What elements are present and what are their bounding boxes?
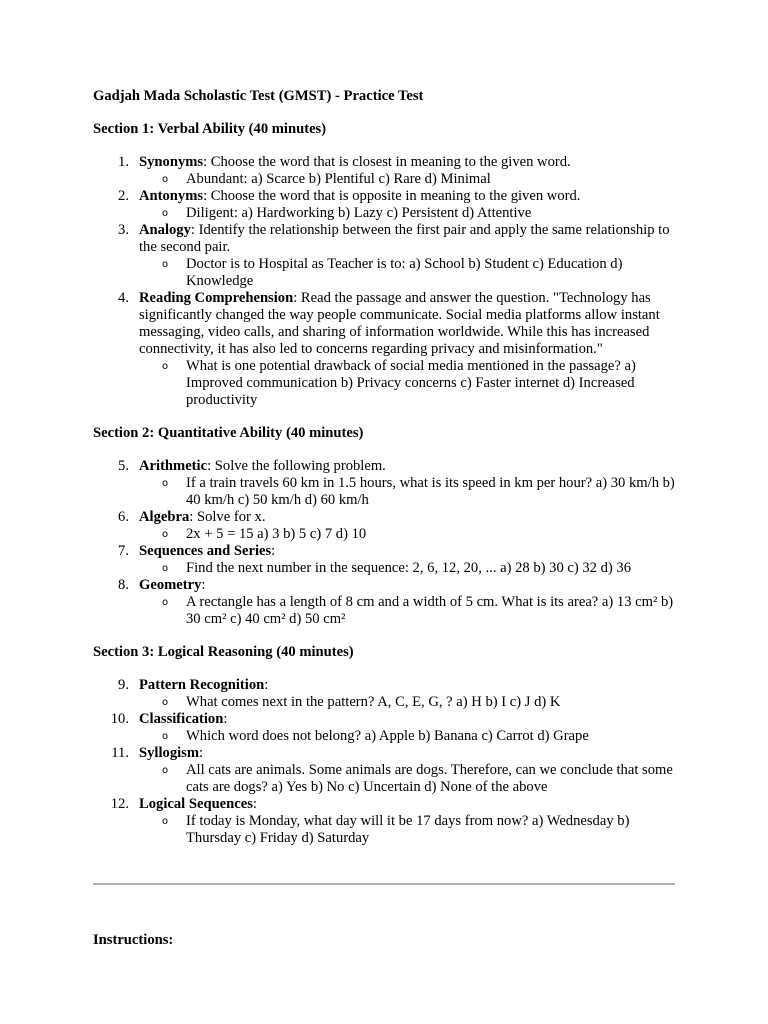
answer-option-list (139, 560, 675, 577)
question-term: Logical Sequences (139, 796, 253, 812)
answer-option-text: If today is Monday, what day will it be 17 days from now? a) Wednesday b) Thursday c) Friday d) Saturday (186, 813, 630, 846)
answer-option-list (139, 694, 675, 711)
answer-option-text: Abundant: a) Scarce b) Plentiful c) Rare d) Minimal (186, 171, 491, 187)
question-text: : Identify the relationship between the first pair and apply the same relationship to the second pair. (139, 222, 670, 255)
question-number: 9. (118, 677, 129, 693)
answer-option-text: Which word does not belong? a) Apple b) Banana c) Carrot d) Grape (186, 728, 589, 744)
answer-option-item (139, 526, 675, 543)
document-body (93, 88, 675, 863)
answer-option-item (139, 358, 675, 409)
answer-option-list (139, 526, 675, 543)
bullet-icon: o (162, 597, 169, 608)
bullet-icon: o (162, 816, 169, 827)
question-item (93, 509, 675, 543)
question-term: Algebra (139, 509, 190, 525)
answer-option-list (139, 171, 675, 188)
question-prompt (139, 188, 675, 205)
question-number: 7. (118, 543, 129, 559)
answer-option-text: Diligent: a) Hardworking b) Lazy c) Persistent d) Attentive (186, 205, 532, 221)
answer-option-text: What comes next in the pattern? A, C, E, G, ? a) H b) I c) J d) K (186, 694, 561, 710)
bullet-icon: o (162, 259, 169, 270)
answer-option-item (139, 256, 675, 290)
answer-option-item (139, 560, 675, 577)
question-list (93, 677, 675, 847)
answer-option-item (139, 594, 675, 628)
instructions-heading: Instructions: (93, 931, 174, 948)
question-prompt (139, 290, 675, 358)
bullet-icon: o (162, 174, 169, 185)
question-term: Analogy (139, 222, 191, 238)
answer-option-text: What is one potential drawback of social media mentioned in the passage? a) Improved communication b) Privacy concerns c) Faster internet d) Increased productivity (186, 358, 636, 408)
question-term: Arithmetic (139, 458, 208, 474)
answer-option-item (139, 171, 675, 188)
question-text: : Choose the word that is opposite in meaning to the given word. (203, 188, 581, 204)
bullet-icon: o (162, 208, 169, 219)
question-item (93, 188, 675, 222)
answer-option-text: Find the next number in the sequence: 2, 6, 12, 20, ... a) 28 b) 30 c) 32 d) 36 (186, 560, 632, 576)
question-prompt (139, 509, 675, 526)
bullet-icon: o (162, 478, 169, 489)
question-prompt (139, 154, 675, 171)
question-prompt (139, 677, 675, 694)
question-item (93, 290, 675, 409)
answer-option-list (139, 205, 675, 222)
answer-option-text: A rectangle has a length of 8 cm and a width of 5 cm. What is its area? a) 13 cm² b) 30 cm² c) 40 cm² d) 50 cm² (186, 594, 674, 627)
question-number: 8. (118, 577, 129, 593)
answer-option-text: 2x + 5 = 15 a) 3 b) 5 c) 7 d) 10 (186, 526, 367, 542)
question-item (93, 458, 675, 509)
answer-option-text: Doctor is to Hospital as Teacher is to: a) School b) Student c) Education d) Knowledge (186, 256, 623, 289)
question-text: : (199, 745, 204, 761)
question-number: 11. (111, 745, 129, 761)
question-number: 10. (110, 711, 129, 727)
bullet-icon: o (162, 765, 169, 776)
question-list (93, 458, 675, 628)
section-heading: Section 2: Quantitative Ability (40 minutes) (93, 425, 364, 441)
question-text: : (264, 677, 269, 693)
question-prompt (139, 745, 675, 762)
question-prompt (139, 711, 675, 728)
answer-option-list (139, 594, 675, 628)
question-text: : (223, 711, 228, 727)
question-text: : Read the passage and answer the question. "Technology has significantly changed the way people communicate. Social media platforms allow instant messaging, video calls, and sharing of information worldwide. While this has increased connectivity, it has also led to concerns regarding privacy and misinformation." (139, 290, 660, 357)
answer-option-text: If a train travels 60 km in 1.5 hours, what is its speed in km per hour? a) 30 km/h b) 40 km/h c) 50 km/h d) 60 km/h (186, 475, 675, 508)
question-term: Synonyms (139, 154, 204, 170)
answer-option-text: All cats are animals. Some animals are dogs. Therefore, can we conclude that some cats are dogs? a) Yes b) No c) Uncertain d) None of the above (186, 762, 673, 795)
answer-option-list (139, 762, 675, 796)
question-number: 4. (118, 290, 129, 306)
document-title: Gadjah Mada Scholastic Test (GMST) - Practice Test (93, 88, 424, 104)
question-prompt (139, 796, 675, 813)
bullet-icon: o (162, 529, 169, 540)
question-item (93, 711, 675, 745)
question-term: Classification (139, 711, 224, 727)
question-prompt (139, 458, 675, 475)
question-number: 3. (118, 222, 129, 238)
bullet-icon: o (162, 697, 169, 708)
question-number: 1. (118, 154, 129, 170)
question-prompt (139, 543, 675, 560)
question-item (93, 543, 675, 577)
bullet-icon: o (162, 563, 169, 574)
answer-option-item (139, 728, 675, 745)
answer-option-list (139, 728, 675, 745)
question-term: Syllogism (139, 745, 200, 761)
question-item (93, 222, 675, 290)
answer-option-item (139, 205, 675, 222)
question-text: : Solve the following problem. (207, 458, 386, 474)
question-number: 12. (110, 796, 129, 812)
question-item (93, 154, 675, 188)
question-number: 5. (118, 458, 129, 474)
answer-option-list (139, 813, 675, 847)
horizontal-rule (93, 883, 675, 885)
question-text: : Solve for x. (189, 509, 266, 525)
answer-option-list (139, 256, 675, 290)
question-text: : (201, 577, 206, 593)
question-item (93, 677, 675, 711)
question-term: Antonyms (139, 188, 204, 204)
sections-container (93, 121, 675, 847)
answer-option-item (139, 694, 675, 711)
question-number: 6. (118, 509, 129, 525)
answer-option-item (139, 475, 675, 509)
question-item (93, 745, 675, 796)
answer-option-item (139, 762, 675, 796)
question-prompt (139, 577, 675, 594)
question-item (93, 577, 675, 628)
question-term: Sequences and Series (139, 543, 272, 559)
question-list (93, 154, 675, 409)
question-item (93, 796, 675, 847)
question-prompt (139, 222, 675, 256)
bullet-icon: o (162, 731, 169, 742)
section-heading: Section 1: Verbal Ability (40 minutes) (93, 121, 327, 137)
bullet-icon: o (162, 361, 169, 372)
question-term: Reading Comprehension (139, 290, 294, 306)
answer-option-item (139, 813, 675, 847)
question-text: : Choose the word that is closest in meaning to the given word. (203, 154, 571, 170)
question-number: 2. (118, 188, 129, 204)
section-heading: Section 3: Logical Reasoning (40 minutes) (93, 644, 354, 660)
question-text: : (271, 543, 276, 559)
question-term: Geometry (139, 577, 202, 593)
question-text: : (252, 796, 257, 812)
answer-option-list (139, 358, 675, 409)
question-term: Pattern Recognition (139, 677, 265, 693)
answer-option-list (139, 475, 675, 509)
